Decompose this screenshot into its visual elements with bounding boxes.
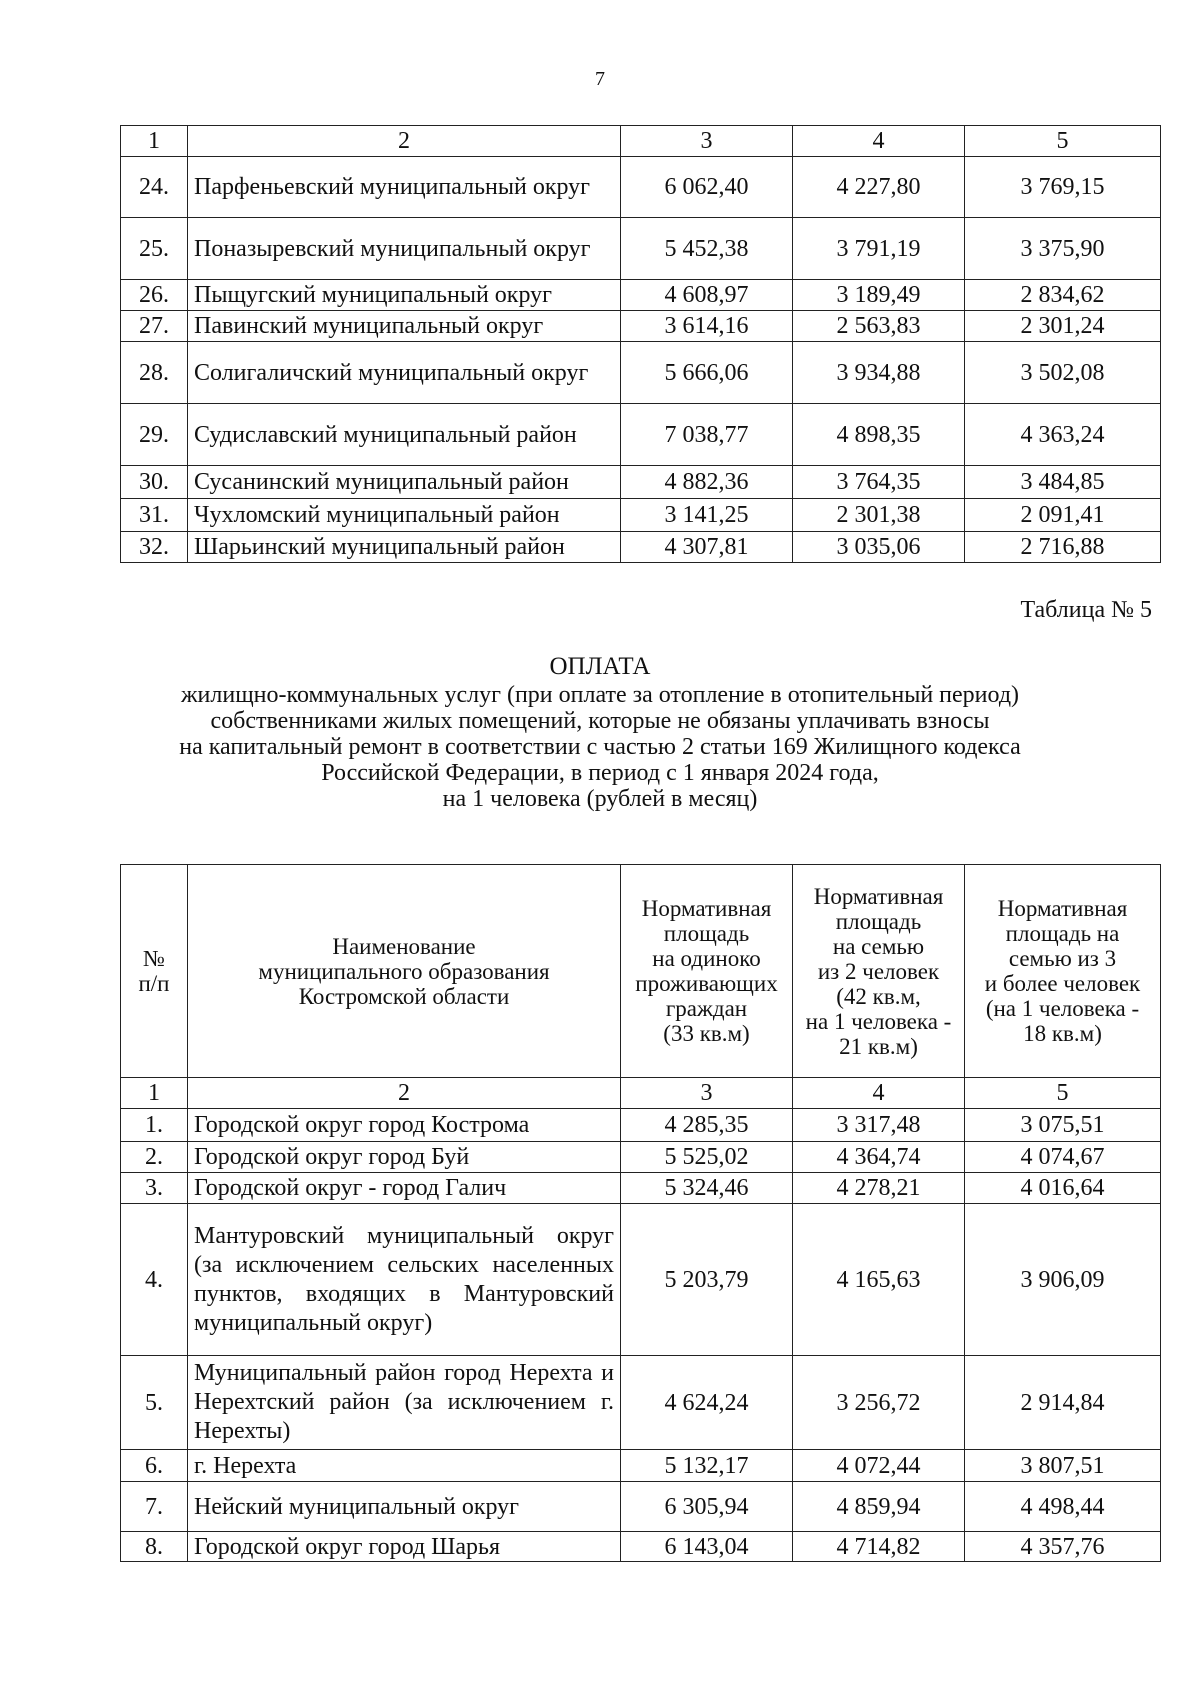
header-family-2	[793, 865, 965, 1078]
table-row	[121, 1204, 1161, 1356]
header-line: из 2 человек	[817, 958, 940, 984]
row-number: 29.	[121, 404, 188, 466]
value-family-2: 4 859,94	[793, 1482, 965, 1532]
column-header-row	[121, 865, 1161, 1078]
column-index-cell: 5	[965, 126, 1161, 157]
value-single: 6 143,04	[621, 1532, 793, 1562]
row-number: 6.	[121, 1450, 188, 1482]
municipality-name: Городской округ город Шарья	[188, 1532, 621, 1562]
header-line: муниципального образования	[258, 958, 550, 984]
header-line: Костромской области	[298, 983, 510, 1009]
value-single: 3 614,16	[621, 311, 793, 342]
row-number: 25.	[121, 218, 188, 280]
header-line: Нормативная	[997, 896, 1128, 921]
table-caption: Таблица № 5	[1020, 597, 1152, 623]
value-single: 5 132,17	[621, 1450, 793, 1482]
value-family-2: 2 563,83	[793, 311, 965, 342]
value-family-2: 3 256,72	[793, 1356, 965, 1450]
value-family-2: 3 189,49	[793, 280, 965, 311]
municipality-name: Солигаличский муниципальный округ	[188, 342, 621, 404]
column-index-cell: 1	[121, 126, 188, 157]
header-number	[121, 865, 188, 1078]
value-family-3: 3 769,15	[965, 157, 1161, 218]
header-line: п/п	[138, 971, 170, 996]
municipality-name: Судиславский муниципальный район	[188, 404, 621, 466]
municipality-name: Нейский муниципальный округ	[188, 1482, 621, 1532]
municipality-name: Парфеньевский муниципальный округ	[188, 157, 621, 218]
header-line: на одиноко	[652, 946, 761, 971]
row-number: 32.	[121, 532, 188, 563]
municipality-name: Павинский муниципальный округ	[188, 311, 621, 342]
row-number: 1.	[121, 1109, 188, 1142]
row-number: 28.	[121, 342, 188, 404]
row-number: 31.	[121, 499, 188, 532]
table-row	[121, 1173, 1161, 1204]
value-single: 4 307,81	[621, 532, 793, 563]
header-line: площадь	[663, 921, 750, 946]
row-number: 30.	[121, 466, 188, 499]
value-single: 7 038,77	[621, 404, 793, 466]
value-single: 5 452,38	[621, 218, 793, 280]
value-family-2: 2 301,38	[793, 499, 965, 532]
value-single: 4 608,97	[621, 280, 793, 311]
table-row	[121, 1482, 1161, 1532]
heading-line: на 1 человека (рублей в месяц)	[442, 786, 758, 812]
value-family-3: 4 357,76	[965, 1532, 1161, 1562]
header-line: Нормативная	[813, 883, 944, 909]
row-number: 4.	[121, 1204, 188, 1356]
value-family-3: 3 906,09	[965, 1204, 1161, 1356]
row-number: 8.	[121, 1532, 188, 1562]
table-row	[121, 1450, 1161, 1482]
value-family-3: 3 375,90	[965, 218, 1161, 280]
value-family-3: 2 716,88	[965, 532, 1161, 563]
header-line: площадь на	[1005, 921, 1120, 946]
municipality-name: Поназыревский муниципальный округ	[188, 218, 621, 280]
table-row	[121, 466, 1161, 499]
value-family-2: 3 035,06	[793, 532, 965, 563]
value-family-3: 4 074,67	[965, 1142, 1161, 1173]
value-family-2: 4 227,80	[793, 157, 965, 218]
value-family-2: 4 165,63	[793, 1204, 965, 1356]
header-line: (42 кв.м,	[836, 983, 921, 1009]
page-number: 7	[595, 68, 605, 90]
value-family-2: 3 317,48	[793, 1109, 965, 1142]
value-family-3: 2 834,62	[965, 280, 1161, 311]
value-single: 4 882,36	[621, 466, 793, 499]
value-single: 4 285,35	[621, 1109, 793, 1142]
header-line: и более человек	[984, 971, 1141, 996]
municipality-name: Шарьинский муниципальный район	[188, 532, 621, 563]
column-index-cell: 2	[188, 1078, 621, 1109]
table-row	[121, 532, 1161, 563]
value-family-2: 3 791,19	[793, 218, 965, 280]
column-index-cell: 4	[793, 126, 965, 157]
column-index-row	[121, 1078, 1161, 1109]
value-family-3: 3 502,08	[965, 342, 1161, 404]
table-row	[121, 1532, 1161, 1562]
value-single: 5 203,79	[621, 1204, 793, 1356]
value-single: 6 062,40	[621, 157, 793, 218]
value-family-3: 3 075,51	[965, 1109, 1161, 1142]
municipality-name: Городской округ - город Галич	[188, 1173, 621, 1204]
header-line: Наименование	[332, 933, 476, 959]
value-family-3: 3 807,51	[965, 1450, 1161, 1482]
header-line: (на 1 человека -	[985, 996, 1140, 1021]
value-family-3: 2 301,24	[965, 311, 1161, 342]
table-row	[121, 1356, 1161, 1450]
column-index-cell: 2	[188, 126, 621, 157]
municipality-name: Городской округ город Буй	[188, 1142, 621, 1173]
municipality-name: Муниципальный район город Нерехта и Нерехтский район (за исключением г. Нерехты)	[188, 1356, 621, 1450]
column-index-cell: 3	[621, 1078, 793, 1109]
row-number: 7.	[121, 1482, 188, 1532]
heading-title: ОПЛАТА	[549, 653, 651, 680]
value-family-2: 4 714,82	[793, 1532, 965, 1562]
table-row	[121, 280, 1161, 311]
value-family-2: 3 934,88	[793, 342, 965, 404]
table-row	[121, 157, 1161, 218]
value-family-2: 3 764,35	[793, 466, 965, 499]
row-number: 2.	[121, 1142, 188, 1173]
row-number: 27.	[121, 311, 188, 342]
header-municipality	[188, 865, 621, 1078]
municipality-name: Мантуровский муниципальный округ (за исключением сельских населенных пунктов, входящих в Мантуровский муниципальный округ)	[188, 1204, 621, 1356]
municipality-name: г. Нерехта	[188, 1450, 621, 1482]
heading-line: собственниками жилых помещений, которые не обязаны уплачивать взносы	[210, 708, 990, 734]
heading-line: жилищно-коммунальных услуг (при оплате за отопление в отопительный период)	[180, 682, 1020, 708]
row-number: 3.	[121, 1173, 188, 1204]
municipality-name: Городской округ город Кострома	[188, 1109, 621, 1142]
municipality-name: Сусанинский муниципальный район	[188, 466, 621, 499]
header-line: (33 кв.м)	[663, 1021, 750, 1046]
value-family-2: 4 278,21	[793, 1173, 965, 1204]
value-single: 3 141,25	[621, 499, 793, 532]
column-index-cell: 1	[121, 1078, 188, 1109]
header-single	[621, 865, 793, 1078]
table-row	[121, 342, 1161, 404]
municipality-name: Пыщугский муниципальный округ	[188, 280, 621, 311]
header-line: 21 кв.м)	[839, 1033, 918, 1059]
payment-table	[120, 864, 1161, 1562]
header-line: №	[143, 946, 165, 971]
table-row	[121, 1142, 1161, 1173]
header-line: площадь	[835, 908, 922, 934]
continuation-table	[120, 125, 1161, 563]
header-family-3	[965, 865, 1161, 1078]
row-number: 24.	[121, 157, 188, 218]
municipality-name: Чухломский муниципальный район	[188, 499, 621, 532]
value-single: 5 666,06	[621, 342, 793, 404]
table-row	[121, 499, 1161, 532]
column-index-row	[121, 126, 1161, 157]
row-number: 26.	[121, 280, 188, 311]
header-line: граждан	[665, 996, 748, 1021]
value-family-3: 3 484,85	[965, 466, 1161, 499]
heading-line: Российской Федерации, в период с 1 января 2024 года,	[321, 760, 879, 786]
section-heading	[0, 652, 1200, 812]
value-single: 5 324,46	[621, 1173, 793, 1204]
value-family-3: 4 016,64	[965, 1173, 1161, 1204]
value-single: 6 305,94	[621, 1482, 793, 1532]
value-family-2: 4 364,74	[793, 1142, 965, 1173]
table-row	[121, 311, 1161, 342]
value-family-3: 4 363,24	[965, 404, 1161, 466]
header-line: на семью	[832, 933, 925, 959]
header-line: Нормативная	[641, 896, 772, 921]
header-line: проживающих	[635, 971, 778, 996]
value-family-2: 4 072,44	[793, 1450, 965, 1482]
header-line: семью из 3	[1008, 946, 1117, 971]
table-row	[121, 218, 1161, 280]
header-line: на 1 человека -	[805, 1008, 952, 1034]
column-index-cell: 3	[621, 126, 793, 157]
row-number: 5.	[121, 1356, 188, 1450]
column-index-cell: 4	[793, 1078, 965, 1109]
column-index-cell: 5	[965, 1078, 1161, 1109]
value-family-2: 4 898,35	[793, 404, 965, 466]
value-family-3: 2 091,41	[965, 499, 1161, 532]
heading-line: на капитальный ремонт в соответствии с частью 2 статьи 169 Жилищного кодекса	[179, 734, 1021, 760]
header-line: 18 кв.м)	[1023, 1021, 1102, 1046]
table-row	[121, 1109, 1161, 1142]
value-single: 4 624,24	[621, 1356, 793, 1450]
value-family-3: 2 914,84	[965, 1356, 1161, 1450]
table-row	[121, 404, 1161, 466]
value-family-3: 4 498,44	[965, 1482, 1161, 1532]
value-single: 5 525,02	[621, 1142, 793, 1173]
